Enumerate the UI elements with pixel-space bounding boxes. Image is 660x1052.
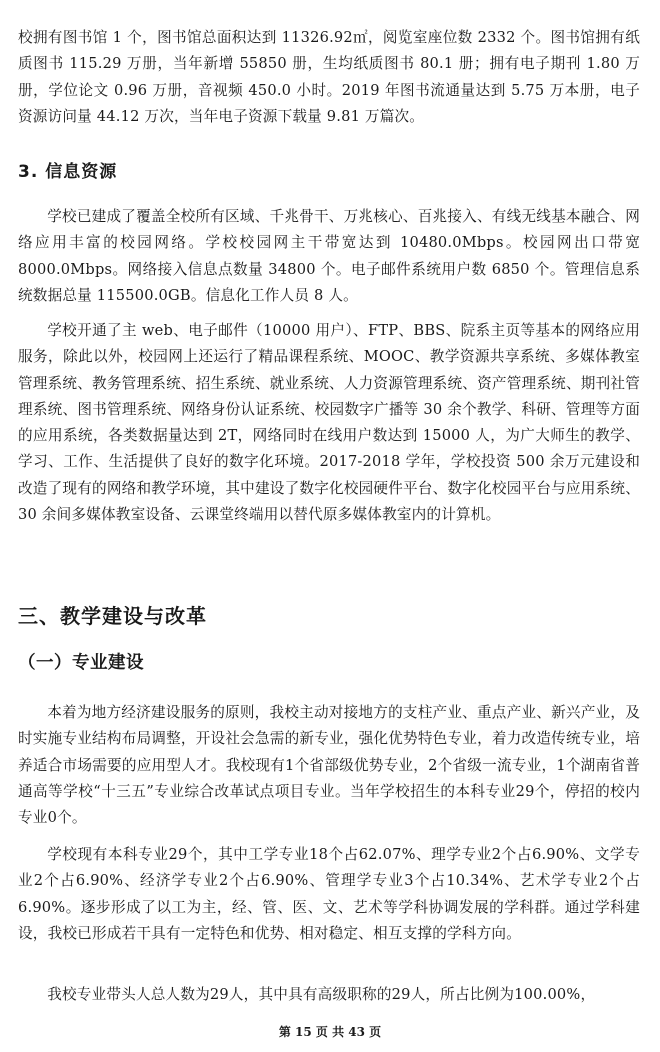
network-paragraph: 学校已建成了覆盖全校所有区域、千兆骨干、万兆核心、百兆接入、有线无线基本融合、网络应用丰富的校园网络。学校校园网主干带宽达到 10480.0Mbps。校园网出口带宽 8000.0Mbps。网络接入信息点数量 34800 个。电子邮件系统用户数 6850 个。管理信息系统数据总量 115500.0GB。信息化工作人员 8 人。 [18,208,640,304]
page-number-footer: 第 15 页 共 43 页 [278,1025,382,1039]
major-intro-paragraph: 本着为地方经济建设服务的原则，我校主动对接地方的支柱产业、重点产业、新兴产业，及时实施专业结构布局调整，开设社会急需的新专业，强化优势特色专业，着力改造传统专业，培养适合市场需要的应用型人才。我校现有1个省部级优势专业，2个省级一流专业，1个湖南省普通高等学校“十三五”专业综合改革试点项目专业。当年学校招生的本科专业29个，停招的校内专业0个。 [18,704,640,827]
major-distribution-paragraph: 学校现有本科专业29个，其中工学专业18个占62.07%、理学专业2个占6.90%、文学专业2个占6.90%、经济学专业2个占6.90%、管理学专业3个占10.34%、艺术学专业2个占6.90%。逐步形成了以工为主，经、管、医、文、艺术等学科协调发展的学科群。通过学科建设，我校已形成若干具有一定特色和优势、相对稳定、相互支撑的学科方向。 [18,846,640,942]
heading-info-resources: 3. 信息资源 [18,162,118,182]
major-leaders-paragraph: 我校专业带头人总人数为29人，其中具有高级职称的29人，所占比例为100.00%， [47,986,596,1003]
heading-section-three: 三、教学建设与改革 [18,604,207,628]
library-paragraph: 校拥有图书馆 1 个，图书馆总面积达到 11326.92㎡，阅览室座位数 2332 个。图书馆拥有纸质图书 115.29 万册，当年新增 55850 册，生均纸质图书 80.1 册；拥有电子期刊 1.80 万册，学位论文 0.96 万册，音视频 450.0 小时。2019 年图书流通量达到 5.75 万本册，电子资源访问量 44.12 万次，当年电子资源下载量 9.81 万篇次。 [18,29,640,125]
heading-subsection-one: （一）专业建设 [18,653,144,673]
services-paragraph: 学校开通了主 web、电子邮件（10000 用户）、FTP、BBS、院系主页等基本的网络应用服务，除此以外，校园网上还运行了精品课程系统、MOOC、教学资源共享系统、多媒体教室管理系统、教务管理系统、招生系统、就业系统、人力资源管理系统、资产管理系统、期刊社管理系统、图书管理系统、网络身份认证系统、校园数字广播等 30 余个教学、科研、管理等方面的应用系统，各类数据量达到 2T，网络同时在线用户数达到 15000 人，为广大师生的教学、学习、工作、生活提供了良好的数字化环境。2017-2018 学年，学校投资 500 余万元建设和改造了现有的网络和教学环境，其中建设了数字化校园硬件平台、数字化校园平台与应用系统、30 余间多媒体教室设备、云课堂终端用以替代原多媒体教室内的计算机。 [18,322,640,524]
